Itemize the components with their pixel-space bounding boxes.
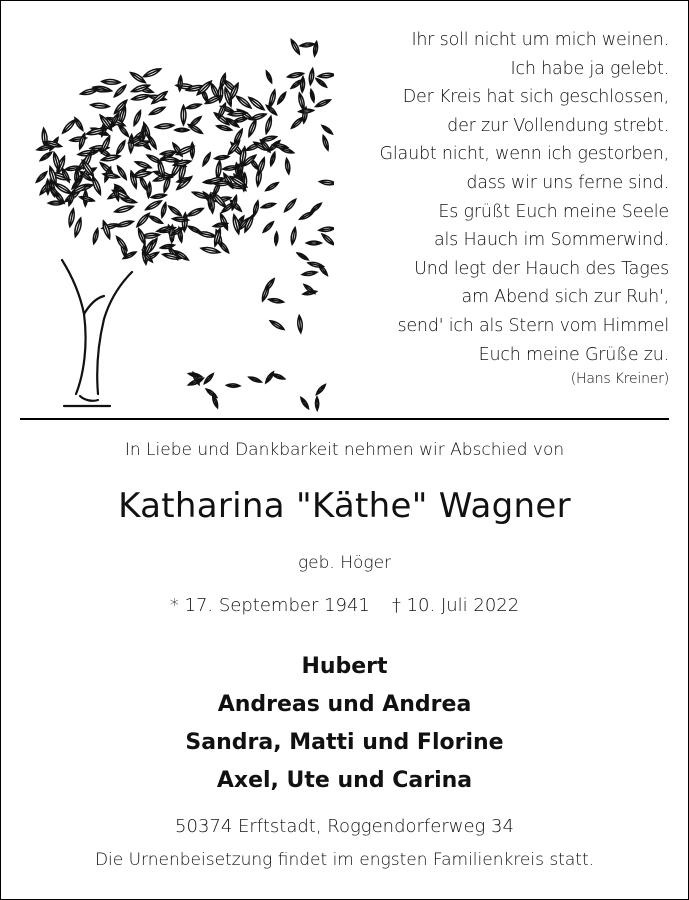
intro-text: In Liebe und Dankbarkeit nehmen wir Abschied von	[124, 440, 565, 460]
poem-line: Und legt der Hauch des Tages	[414, 258, 669, 279]
poem-line: send' ich als Stern vom Himmel	[397, 315, 669, 336]
poem-line: Euch meine Grüße zu.	[478, 344, 669, 365]
poem-line: der zur Vollendung strebt.	[447, 115, 669, 136]
family-member: Axel, Ute und Carina	[216, 768, 473, 793]
divider-line	[20, 418, 669, 420]
address: 50374 Erftstadt, Roggendorferweg 34	[175, 816, 514, 837]
poem-author: (Hans Kreiner)	[570, 371, 669, 388]
poem	[339, 26, 669, 389]
windswept-tree-icon	[14, 14, 334, 414]
poem-line: Es grüßt Euch meine Seele	[438, 201, 669, 222]
family-list	[0, 648, 689, 800]
family-member: Hubert	[301, 654, 388, 679]
life-dates	[0, 595, 689, 616]
poem-line: dass wir uns ferne sind.	[466, 172, 669, 193]
death-date: † 10. Juli 2022	[391, 595, 520, 616]
poem-line: am Abend sich zur Ruh',	[461, 287, 669, 308]
poem-line: Ihr soll nicht um mich weinen.	[411, 30, 669, 50]
poem-line: Glaubt nicht, wenn ich gestorben,	[379, 144, 669, 165]
family-member: Andreas und Andrea	[217, 692, 472, 717]
deceased-name: Katharina "Käthe" Wagner	[118, 486, 571, 526]
family-member: Sandra, Matti und Florine	[185, 730, 504, 755]
poem-line: Der Kreis hat sich geschlossen,	[402, 87, 669, 108]
burial-note: Die Urnenbeisetzung findet im engsten Familienkreis statt.	[94, 850, 595, 870]
poem-line: als Hauch im Sommerwind.	[434, 230, 669, 251]
birth-date: * 17. September 1941	[169, 595, 370, 616]
poem-line: Ich habe ja gelebt.	[510, 58, 669, 79]
birth-name: geb. Höger	[297, 553, 392, 573]
